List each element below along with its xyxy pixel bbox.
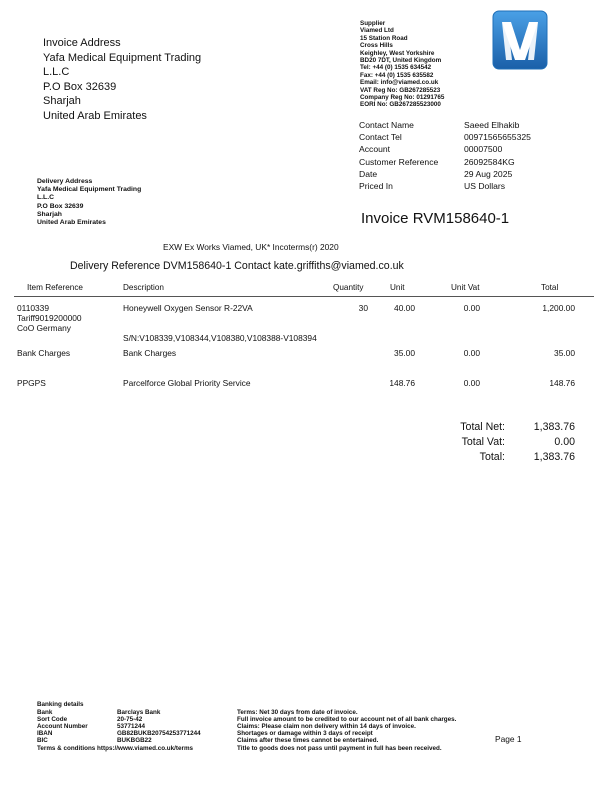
banking-value: 53771244 [117,723,146,730]
logo-background [493,11,547,69]
terms-line: Claims: Please claim non delivery within 14 days of invoice. [237,723,416,730]
banking-value: BUKBGB22 [117,737,152,744]
invoice-address [43,36,201,123]
item-total: 1,200.00 [542,303,575,313]
item-total: 35.00 [554,348,575,358]
contact-label: Customer Reference [359,156,439,167]
terms-line: Full invoice amount to be credited to our account net of all bank charges. [237,716,457,723]
delivery-address [37,178,141,227]
delivery-address-line: United Arab Emirates [37,219,106,227]
item-reference: 0110339 [17,303,49,313]
contact-value: US Dollars [464,181,506,192]
banking-value: Barclays Bank [117,709,161,716]
contact-value: 00971565655325 [464,132,531,143]
contact-row [359,131,531,143]
contact-label: Date [359,168,378,179]
total-vat-label: Total Vat: [461,436,505,448]
banking-heading: Banking details [37,701,84,708]
col-header-total: Total [541,283,559,292]
invoice-address-line: Yafa Medical Equipment Trading [43,51,202,64]
item-tariff: Tariff9019200000 [17,313,82,323]
terms-conditions-link[interactable]: Terms & conditions https://www.viamed.co.uk/terms [37,745,194,752]
contact-row [359,180,531,192]
delivery-address-line: Sharjah [37,210,62,218]
total-vat-value: 0.00 [554,436,575,448]
item-quantity: 30 [358,303,368,313]
delivery-address-line: L.L.C [37,194,54,202]
item-description: Parcelforce Global Priority Service [123,378,251,388]
total-value: 1,383.76 [533,451,575,463]
supplier-line: EORI No: GB267285523000 [360,101,441,109]
col-header-unit: Unit [390,283,405,292]
contact-details [359,119,531,192]
supplier-line: Company Reg No: 01291765 [360,94,445,102]
total-net-label: Total Net: [460,421,505,433]
supplier-line: Fax: +44 (0) 1535 635582 [360,71,434,79]
terms-line: Terms: Net 30 days from date of invoice. [237,709,358,716]
invoice-address-line: Sharjah [43,95,81,107]
terms-line: Title to goods does not pass until payment in full has been received. [237,745,442,752]
item-unit: 35.00 [394,348,415,358]
viamed-logo [492,10,548,70]
banking-label: Bank [37,709,53,716]
banking-value: 20-75-42 [117,716,143,723]
col-header-quantity: Quantity [333,283,364,292]
invoice-address-line: P.O Box 32639 [43,80,117,93]
supplier-line: Cross Hills [360,42,393,50]
col-header-item: Item Reference [27,283,83,292]
contact-row [359,143,531,155]
supplier-line: BD20 7DT, United Kingdom [360,57,442,65]
contact-value: Saeed Elhakib [464,120,520,130]
supplier-line: Email: info@viamed.co.uk [360,79,439,87]
page-number: Page 1 [495,734,522,744]
supplier-line: Tel: +44 (0) 1535 634542 [360,64,432,72]
terms-line: Claims after these times cannot be entertained. [237,737,379,744]
contact-value: 26092584KG [464,156,515,167]
total-label: Total: [479,451,505,463]
item-unit: 40.00 [394,303,415,313]
supplier-details [360,20,444,109]
invoice-address-heading: Invoice Address [43,37,121,49]
item-reference: PPGPS [17,378,46,388]
supplier-line: Viamed Ltd [360,27,394,35]
incoterms: EXW Ex Works Viamed, UK* Incoterms(r) 2020 [163,242,339,252]
contact-label: Contact Name [359,120,414,130]
contact-value: 00007500 [464,144,503,155]
item-unit: 148.76 [389,378,415,388]
invoice-title: Invoice RVM158640-1 [361,210,510,227]
item-description: Honeywell Oxygen Sensor R-22VA [123,303,253,313]
contact-row [359,168,531,180]
terms-line: Shortages or damage within 3 days of receipt [237,730,373,737]
supplier-line: 15 Station Road [360,34,408,42]
supplier-line: Keighley, West Yorkshire [360,49,435,57]
item-total: 148.76 [549,378,575,388]
invoice-address-line: United Arab Emirates [43,109,147,122]
item-serial-numbers: S/N:V108339,V108344,V108380,V108388-V108394 [123,333,317,343]
banking-label: BIC [37,737,48,744]
header-divider [14,296,594,297]
delivery-address-heading: Delivery Address [37,178,93,185]
item-unit-vat: 0.00 [463,378,480,388]
contact-label: Priced In [359,181,393,192]
contact-label: Contact Tel [359,132,402,143]
delivery-address-line: Yafa Medical Equipment Trading [37,186,142,194]
supplier-line: VAT Reg No: GB267285523 [360,86,441,94]
col-header-unit-vat: Unit Vat [451,283,480,292]
delivery-address-line: P.O Box 32639 [37,202,84,210]
contact-value: 29 Aug 2025 [464,168,513,179]
supplier-line: Supplier [360,20,386,27]
item-unit-vat: 0.00 [463,303,480,313]
item-origin: CoO Germany [17,323,71,333]
item-unit-vat: 0.00 [463,348,480,358]
contact-label: Account [359,144,391,155]
delivery-reference: Delivery Reference DVM158640-1 Contact kate.griffiths@viamed.co.uk [70,260,404,272]
item-description: Bank Charges [123,348,177,358]
banking-label: Sort Code [37,716,68,723]
banking-value: GB82BUKB20754253771244 [117,730,201,737]
banking-label: IBAN [37,730,53,737]
invoice-address-line: L.L.C [43,66,70,78]
item-reference: Bank Charges [17,348,71,358]
total-net-value: 1,383.76 [533,421,575,433]
col-header-description: Description [123,283,164,292]
contact-row [359,156,531,168]
banking-label: Account Number [37,723,88,730]
contact-row [359,119,531,131]
